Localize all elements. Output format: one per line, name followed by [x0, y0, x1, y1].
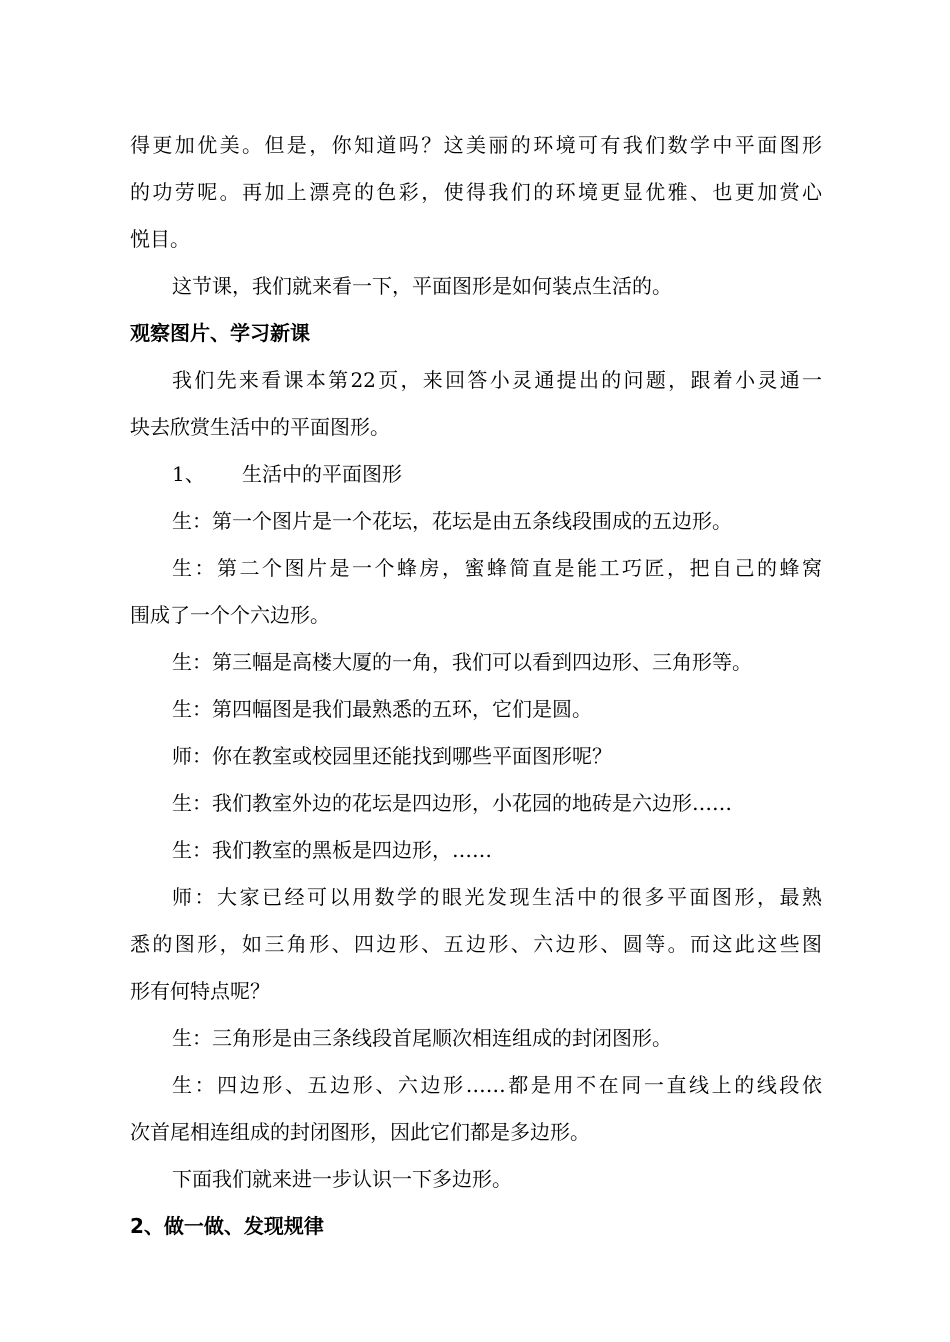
list-item [130, 451, 822, 498]
dialogue-line: 生：我们教室外边的花坛是四边形，小花园的地砖是六边形…… [172, 791, 732, 815]
paragraph-line: 下面我们就来进一步认识一下多边形。 [172, 1167, 512, 1191]
dialogue-line: 生：第四幅图是我们最熟悉的五环，它们是圆。 [172, 697, 592, 721]
dialogue-line: 生：我们教室的黑板是四边形，…… [172, 838, 492, 862]
dialogue-line: 生：第三幅是高楼大厦的一角，我们可以看到四边形、三角形等。 [172, 650, 752, 674]
paragraph-line: 得更加优美。但是，你知道吗？这美丽的环境可有我们数学中平面图形 [130, 133, 822, 157]
list-item-text: 生活中的平面图形 [242, 462, 402, 486]
dialogue-line: 生：三角形是由三条线段首尾顺次相连组成的封闭图形。 [172, 1026, 672, 1050]
dialogue-line: 师：你在教室或校园里还能找到哪些平面图形呢？ [172, 744, 612, 768]
paragraph-line: 块去欣赏生活中的平面图形。 [130, 415, 390, 439]
dialogue-line: 次首尾相连组成的封闭图形，因此它们都是多边形。 [130, 1120, 590, 1144]
paragraph-line: 我们先来看课本第22页，来回答小灵通提出的问题，跟着小灵通一 [172, 368, 822, 392]
dialogue-line: 悉的图形，如三角形、四边形、五边形、六边形、圆等。而这此这些图 [130, 932, 822, 956]
paragraph-line: 这节课，我们就来看一下，平面图形是如何装点生活的。 [172, 274, 672, 298]
dialogue-line: 师：大家已经可以用数学的眼光发现生活中的很多平面图形，最熟 [172, 885, 822, 909]
paragraph-line: 悦目。 [130, 227, 190, 251]
dialogue-line: 生：四边形、五边形、六边形……都是用不在同一直线上的线段依 [172, 1073, 822, 1097]
paragraph-line: 的功劳呢。再加上漂亮的色彩，使得我们的环境更显优雅、也更加赏心 [130, 180, 822, 204]
dialogue-line: 生：第二个图片是一个蜂房，蜜蜂简直是能工巧匠，把自己的蜂窝 [172, 556, 822, 580]
dialogue-line: 形有何特点呢？ [130, 979, 270, 1003]
section-heading: 观察图片、学习新课 [130, 321, 310, 345]
list-marker: 1、 [172, 462, 205, 486]
section-heading: 2、做一做、发现规律 [130, 1214, 324, 1238]
dialogue-line: 围成了一个个六边形。 [130, 603, 330, 627]
dialogue-line: 生：第一个图片是一个花坛，花坛是由五条线段围成的五边形。 [172, 509, 732, 533]
document-body [130, 122, 822, 1250]
